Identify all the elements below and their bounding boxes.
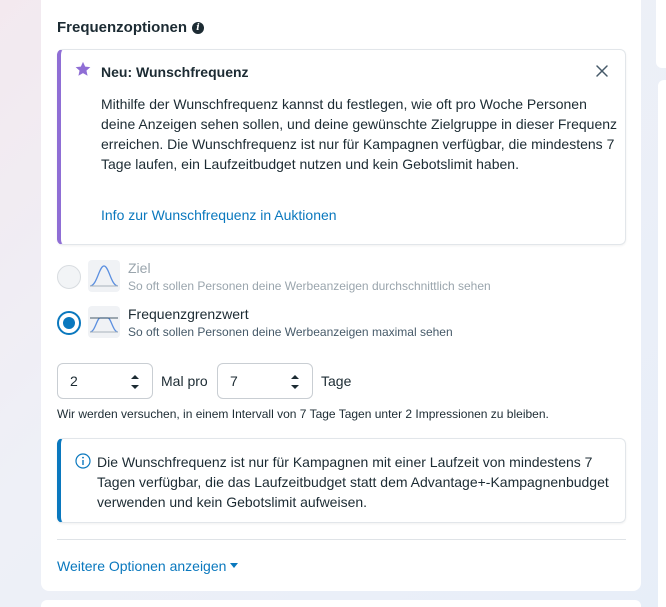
info-box-text: Die Wunschfrequenz ist nur für Kampagnen mit einer Laufzeit von mindestens 7 Tagen verfügbar, die das Laufzeitbudget statt dem Advantage+-Kampagnenbudget verwenden und kein Gebotslimit aufweisen. — [97, 454, 609, 510]
section-title: Frequenzoptionen — [57, 19, 187, 36]
star-icon — [74, 60, 92, 78]
option-label: Frequenzgrenzwert — [128, 306, 249, 322]
section-heading — [57, 19, 204, 36]
info-icon[interactable]: i — [192, 22, 204, 34]
option-description: So oft sollen Personen deine Werbeanzeigen maximal sehen — [128, 325, 453, 339]
option-ziel[interactable] — [57, 260, 491, 294]
option-label: Ziel — [128, 260, 151, 276]
option-description: So oft sollen Personen deine Werbeanzeigen durchschnittlich sehen — [128, 279, 491, 293]
impressions-stepper[interactable] — [57, 363, 153, 399]
background-panel — [658, 80, 666, 607]
close-icon[interactable] — [595, 64, 609, 78]
notice-title: Neu: Wunschfrequenz — [101, 64, 249, 80]
caret-down-icon — [230, 563, 238, 569]
info-circle-icon — [75, 453, 91, 469]
stepper-arrows-icon[interactable] — [290, 372, 300, 392]
radio-frequenzgrenzwert[interactable] — [57, 311, 81, 335]
option-frequenzgrenzwert[interactable] — [57, 306, 453, 340]
mal-pro-label: Mal pro — [161, 373, 208, 389]
days-value: 7 — [230, 373, 238, 389]
stepper-arrows-icon[interactable] — [130, 372, 140, 392]
more-options-label: Weitere Optionen anzeigen — [57, 558, 227, 574]
impressions-value: 2 — [70, 373, 78, 389]
frequency-hint: Wir werden versuchen, in einem Intervall von 7 Tage Tagen unter 2 Impressionen zu bleiben. — [57, 407, 549, 421]
more-options-link[interactable] — [57, 558, 238, 574]
bell-curve-icon — [88, 260, 120, 292]
radio-ziel[interactable] — [57, 265, 81, 289]
background-panel — [656, 0, 666, 68]
tage-label: Tage — [321, 373, 352, 389]
info-box — [57, 438, 626, 523]
next-card — [41, 600, 641, 607]
notice-body: Mithilfe der Wunschfrequenz kannst du festlegen, wie oft pro Woche Personen deine Anzeigen sehen sollen, und deine gewünschte Zielgruppe in dieser Frequenz erreichen. Die Wunschfrequenz ist nur für Kampagnen verfügbar, die mindestens 7 Tage laufen, ein Laufzeitbudget nutzen und kein Gebotslimit haben. — [101, 96, 618, 172]
days-stepper[interactable] — [217, 363, 313, 399]
divider — [57, 539, 626, 540]
cap-curve-icon — [88, 306, 120, 338]
notice-learn-more-link[interactable]: Info zur Wunschfrequenz in Auktionen — [101, 207, 337, 223]
new-feature-notice — [57, 49, 626, 245]
